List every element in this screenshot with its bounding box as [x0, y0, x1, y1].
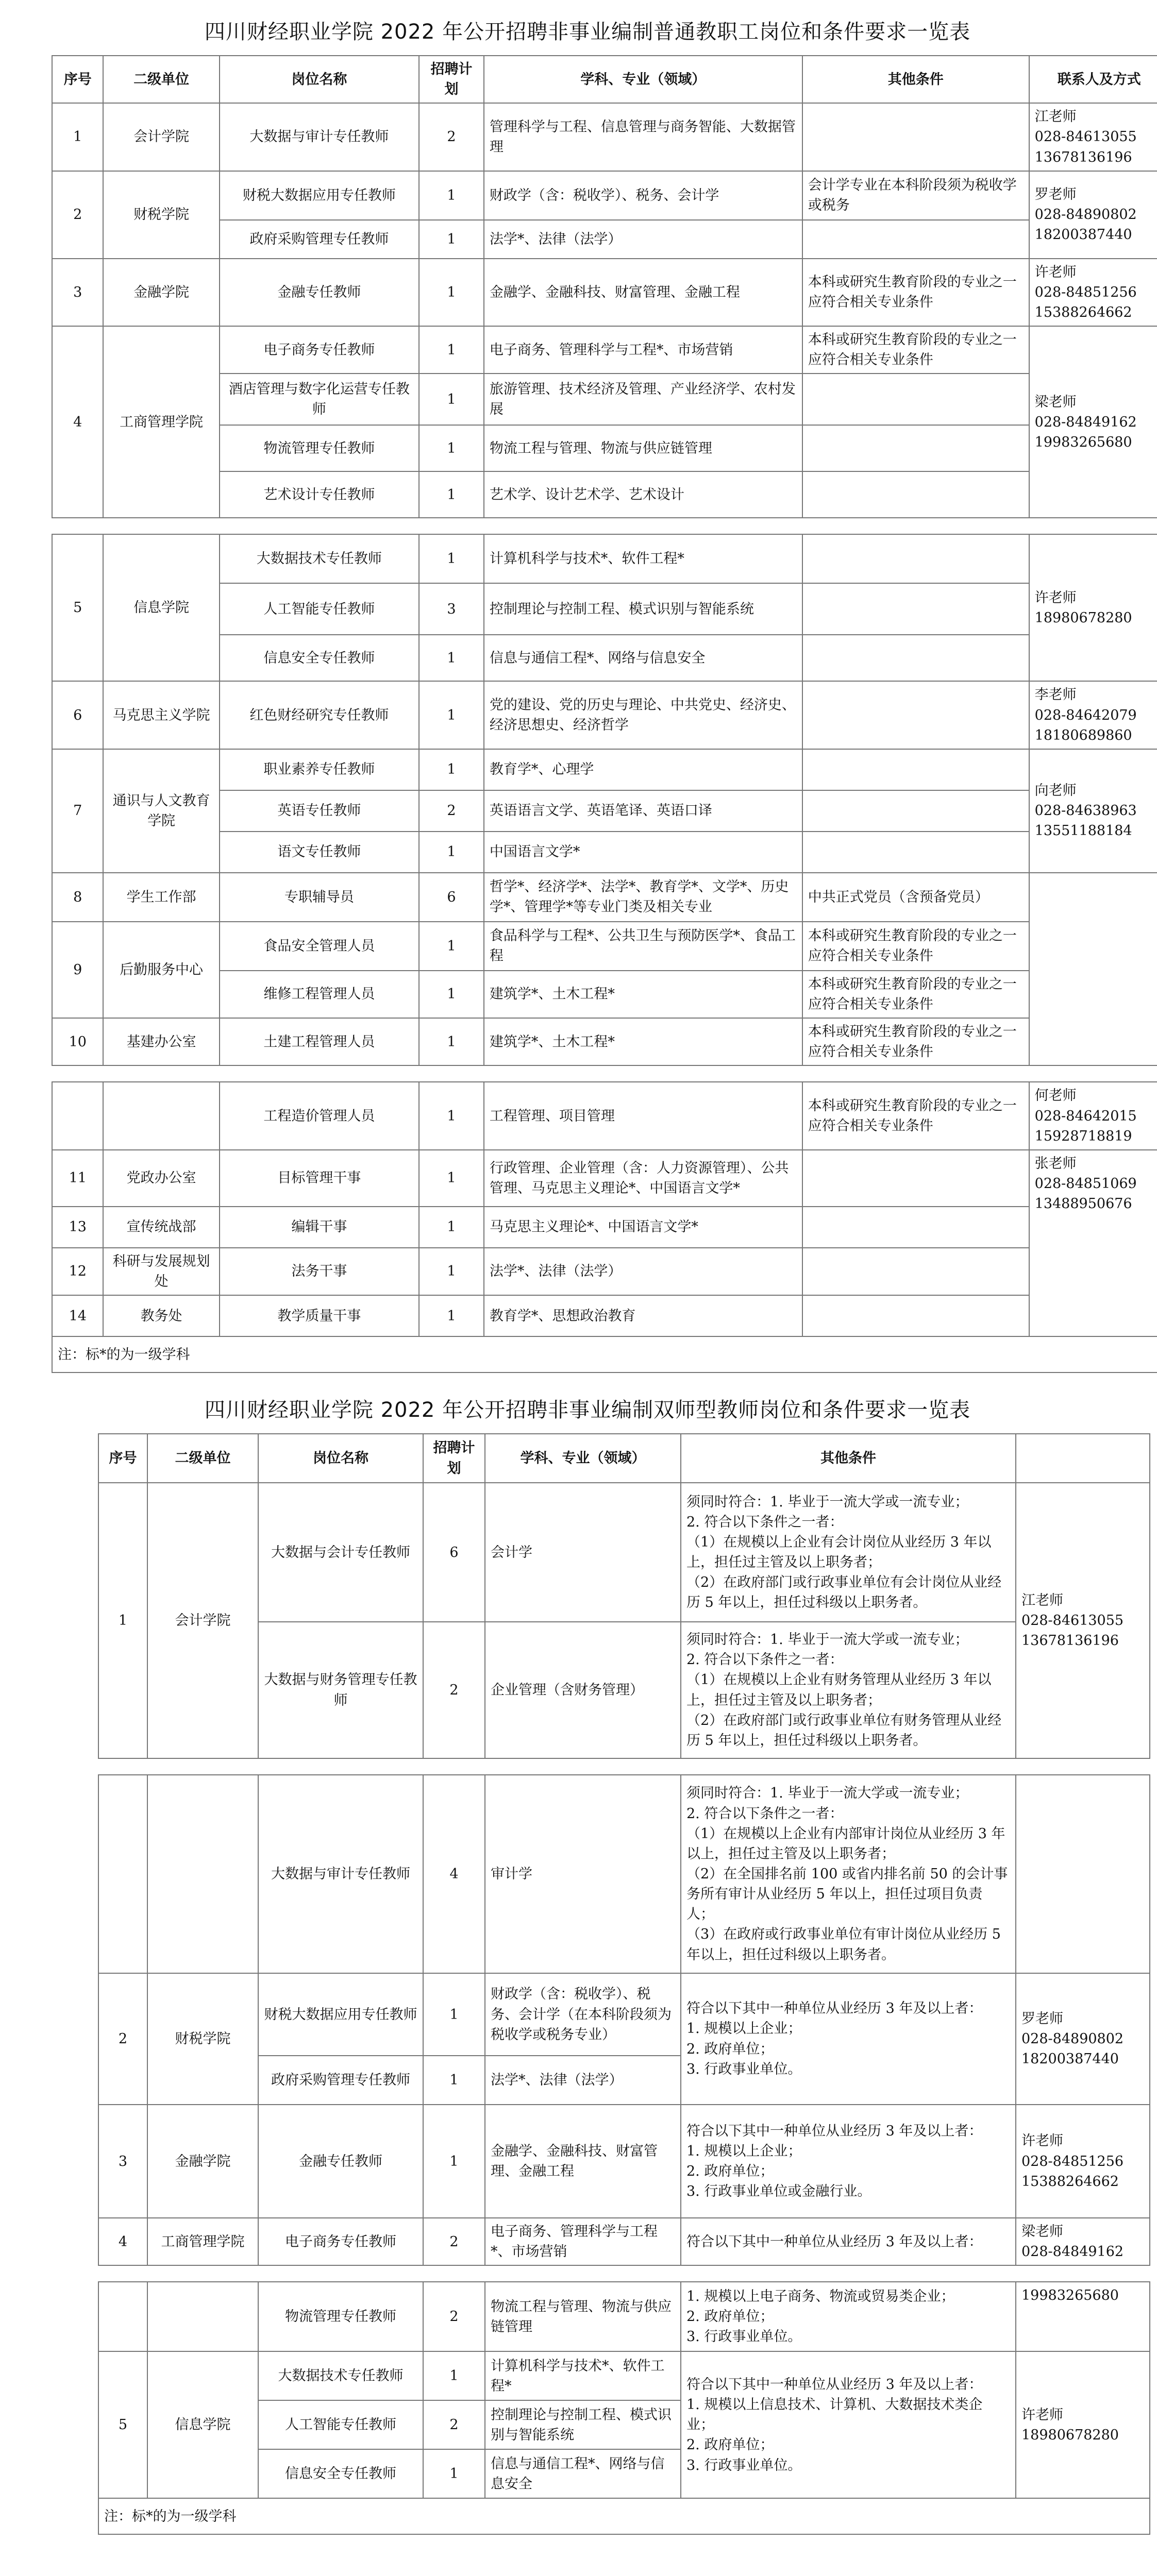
cell-conditions: 须同时符合：1. 毕业于一流大学或一流专业； 2. 符合以下条件之一者： （1）在规模以上企业有会计岗位从业经历 3 年以上，担任过主管及以上职务者； （2）在政府部门或行政事业单位有会计岗位从业经历 5 年以上，担任过科级以上职务者。: [681, 1483, 1016, 1622]
cell-unit: 金融学院: [147, 2105, 258, 2218]
cell-major: 电子商务、管理科学与工程*、市场营销: [484, 326, 802, 374]
cell-no: 9: [52, 922, 103, 1018]
cell-unit: [147, 2282, 258, 2351]
cell-unit: 教务处: [103, 1295, 219, 1336]
cell-major: 计算机科学与技术*、软件工程*: [484, 534, 802, 583]
cell-major: 管理科学与工程、信息管理与商务智能、大数据管理: [484, 103, 802, 171]
cell-position: 大数据与财务管理专任教师: [258, 1622, 423, 1758]
cell-major: 企业管理（含财务管理）: [485, 1622, 681, 1758]
table-row: [52, 1248, 1157, 1295]
cell-plan: 1: [419, 259, 484, 326]
cell-conditions: [802, 749, 1029, 790]
cell-position: 大数据技术专任教师: [220, 534, 420, 583]
cell-major: 控制理论与控制工程、模式识别与智能系统: [485, 2400, 681, 2449]
cell-position: 财税大数据应用专任教师: [258, 1973, 423, 2056]
gap-cell: [98, 2265, 1150, 2282]
cell-major: 教育学*、思想政治教育: [484, 1295, 802, 1336]
cell-contact: 许老师 18980678280: [1016, 2351, 1150, 2498]
table-row: [98, 2218, 1150, 2265]
cell-plan: 4: [423, 1775, 485, 1973]
cell-plan: 2: [423, 1622, 485, 1758]
table-row: [52, 922, 1157, 971]
table-row: [98, 1483, 1150, 1622]
cell-no: 14: [52, 1295, 103, 1336]
cell-contact: 许老师 18980678280: [1029, 534, 1157, 681]
cell-major: 旅游管理、技术经济及管理、产业经济学、农村发展: [484, 374, 802, 425]
header-contact: 联系人及方式: [1029, 56, 1157, 103]
cell-no: [98, 2282, 147, 2351]
cell-position: 物流管理专任教师: [220, 425, 420, 471]
header-plan: 招聘计划: [419, 56, 484, 103]
cell-contact: 何老师 028-84642015 15928718819: [1029, 1082, 1157, 1149]
cell-contact: 许老师 028-84851256 15388264662: [1029, 259, 1157, 326]
header-position: 岗位名称: [258, 1434, 423, 1483]
table-row: [52, 103, 1157, 171]
cell-contact: 19983265680: [1016, 2282, 1150, 2351]
cell-major: 物流工程与管理、物流与供应链管理: [484, 425, 802, 471]
cell-position: 人工智能专任教师: [220, 583, 420, 635]
cell-position: 酒店管理与数字化运营专任教师: [220, 374, 420, 425]
cell-major: 电子商务、管理科学与工程*、市场营销: [485, 2218, 681, 2265]
header-unit: 二级单位: [147, 1434, 258, 1483]
cell-position: 金融专任教师: [258, 2105, 423, 2218]
cell-conditions: [802, 583, 1029, 635]
cell-conditions: 本科或研究生教育阶段的专业之一应符合相关专业条件: [802, 1018, 1029, 1065]
cell-no: 3: [98, 2105, 147, 2218]
table-row: [98, 2105, 1150, 2218]
cell-major: 马克思主义理论*、中国语言文学*: [484, 1207, 802, 1248]
table-gap: [98, 2265, 1150, 2282]
cell-plan: 1: [419, 326, 484, 374]
table-header-row: [52, 56, 1157, 103]
cell-position: 物流管理专任教师: [258, 2282, 423, 2351]
cell-major: 信息与通信工程*、网络与信息安全: [485, 2449, 681, 2498]
cell-unit: 通识与人文教育学院: [103, 749, 219, 873]
gap-cell: [98, 1758, 1150, 1775]
cell-unit: 信息学院: [103, 534, 219, 681]
cell-conditions: [802, 471, 1029, 518]
gap-cell: [52, 1065, 1157, 1082]
cell-contact: 江老师 028-84613055 13678136196: [1029, 103, 1157, 171]
cell-position: 红色财经研究专任教师: [220, 681, 420, 749]
cell-no: 13: [52, 1207, 103, 1248]
cell-contact: 向老师 028-84638963 13551188184: [1029, 749, 1157, 873]
header-no: 序号: [98, 1434, 147, 1483]
cell-position: 目标管理干事: [220, 1150, 420, 1207]
cell-plan: 1: [419, 1248, 484, 1295]
cell-conditions: 须同时符合：1. 毕业于一流大学或一流专业； 2. 符合以下条件之一者： （1）在规模以上企业有内部审计岗位从业经历 3 年以上，担任过主管及以上职务者； （2）在全国排名前 100 或省内排名前 50 的会计事务所有审计从业经历 5 年以上，担任过项目负责人； （3）在政府或行政事业单位有审计岗位从业经历 5 年以上，担任过科级以上职务者。: [681, 1775, 1016, 1973]
cell-unit: 基建办公室: [103, 1018, 219, 1065]
cell-plan: 1: [423, 1973, 485, 2056]
gap-cell: [52, 518, 1157, 534]
cell-major: 哲学*、经济学*、法学*、教育学*、文学*、历史学*、管理学*等专业门类及相关专业: [484, 873, 802, 922]
table-dual-teacher: [98, 1433, 1150, 2535]
cell-position: 语文专任教师: [220, 832, 420, 873]
cell-conditions: 本科或研究生教育阶段的专业之一应符合相关专业条件: [802, 1082, 1029, 1149]
cell-position: 电子商务专任教师: [220, 326, 420, 374]
cell-plan: 1: [419, 1082, 484, 1149]
cell-unit: 会计学院: [103, 103, 219, 171]
cell-position: 编辑干事: [220, 1207, 420, 1248]
cell-position: 人工智能专任教师: [258, 2400, 423, 2449]
cell-plan: 1: [419, 971, 484, 1018]
cell-plan: 1: [419, 749, 484, 790]
cell-unit: [103, 1082, 219, 1149]
cell-no: 2: [98, 1973, 147, 2105]
cell-major: 行政管理、企业管理（含：人力资源管理）、公共管理、马克思主义理论*、中国语言文学*: [484, 1150, 802, 1207]
cell-major: 教育学*、心理学: [484, 749, 802, 790]
cell-contact: 梁老师 028-84849162: [1016, 2218, 1150, 2265]
cell-major: 会计学: [485, 1483, 681, 1622]
cell-unit: 党政办公室: [103, 1150, 219, 1207]
cell-major: 法学*、法律（法学）: [485, 2056, 681, 2105]
cell-conditions: [802, 1207, 1029, 1248]
cell-conditions: 中共正式党员（含预备党员）: [802, 873, 1029, 922]
cell-plan: 6: [423, 1483, 485, 1622]
table-row: [98, 1973, 1150, 2056]
header-position: 岗位名称: [220, 56, 420, 103]
cell-no: 4: [52, 326, 103, 518]
table-row: [98, 2351, 1150, 2400]
cell-major: 金融学、金融科技、财富管理、金融工程: [484, 259, 802, 326]
cell-plan: 2: [423, 2282, 485, 2351]
table2-title: 四川财经职业学院 2022 年公开招聘非事业编制双师型教师岗位和条件要求一览表: [204, 1398, 971, 1422]
cell-unit: 学生工作部: [103, 873, 219, 922]
cell-major: 控制理论与控制工程、模式识别与智能系统: [484, 583, 802, 635]
cell-unit: 财税学院: [103, 171, 219, 259]
cell-major: 建筑学*、土木工程*: [484, 1018, 802, 1065]
cell-plan: 1: [419, 832, 484, 873]
cell-no: [52, 1082, 103, 1149]
cell-position: 电子商务专任教师: [258, 2218, 423, 2265]
cell-position: 金融专任教师: [220, 259, 420, 326]
cell-contact: 江老师 028-84613055 13678136196: [1016, 1483, 1150, 1758]
header-plan: 招聘计划: [423, 1434, 485, 1483]
cell-plan: 1: [419, 635, 484, 681]
cell-position: 食品安全管理人员: [220, 922, 420, 971]
cell-position: 专职辅导员: [220, 873, 420, 922]
cell-conditions: 符合以下其中一种单位从业经历 3 年及以上者：: [681, 2218, 1016, 2265]
cell-no: 8: [52, 873, 103, 922]
document-page: [36, 15, 1141, 2535]
cell-conditions: [802, 635, 1029, 681]
cell-plan: 1: [423, 2105, 485, 2218]
cell-conditions: 本科或研究生教育阶段的专业之一应符合相关专业条件: [802, 326, 1029, 374]
header-contact: [1016, 1434, 1150, 1483]
cell-conditions: [802, 681, 1029, 749]
cell-position: 法务干事: [220, 1248, 420, 1295]
cell-unit: [147, 1775, 258, 1973]
cell-contact: 罗老师 028-84890802 18200387440: [1029, 171, 1157, 259]
cell-conditions: [802, 1150, 1029, 1207]
cell-plan: 1: [419, 1018, 484, 1065]
cell-position: 大数据与审计专任教师: [258, 1775, 423, 1973]
cell-no: 12: [52, 1248, 103, 1295]
cell-conditions: 本科或研究生教育阶段的专业之一应符合相关专业条件: [802, 259, 1029, 326]
cell-conditions: 1. 规模以上电子商务、物流或贸易类企业； 2. 政府单位； 3. 行政事业单位。: [681, 2282, 1016, 2351]
cell-no: 3: [52, 259, 103, 326]
cell-position: 大数据与审计专任教师: [220, 103, 420, 171]
table-row: [52, 1295, 1157, 1336]
cell-plan: 1: [419, 220, 484, 259]
cell-contact: 张老师 028-84851069 13488950676: [1029, 1150, 1157, 1336]
table-row: [52, 1018, 1157, 1065]
cell-major: 建筑学*、土木工程*: [484, 971, 802, 1018]
table-row: [52, 1150, 1157, 1207]
cell-plan: 1: [419, 374, 484, 425]
cell-major: 信息与通信工程*、网络与信息安全: [484, 635, 802, 681]
cell-position: 艺术设计专任教师: [220, 471, 420, 518]
cell-unit: 科研与发展规划处: [103, 1248, 219, 1295]
cell-conditions: [802, 790, 1029, 832]
cell-contact: [1016, 1775, 1150, 1973]
cell-plan: 1: [419, 922, 484, 971]
cell-major: 工程管理、项目管理: [484, 1082, 802, 1149]
cell-plan: 1: [419, 1295, 484, 1336]
cell-plan: 1: [423, 2056, 485, 2105]
table-row: [52, 681, 1157, 749]
cell-plan: 6: [419, 873, 484, 922]
header-conditions: 其他条件: [802, 56, 1029, 103]
cell-contact: 梁老师 028-84849162 19983265680: [1029, 326, 1157, 518]
cell-major: 财政学（含：税收学）、税务、会计学: [484, 171, 802, 220]
table-row: [52, 749, 1157, 790]
cell-conditions: 符合以下其中一种单位从业经历 3 年及以上者： 1. 规模以上企业； 2. 政府单位； 3. 行政事业单位或金融行业。: [681, 2105, 1016, 2218]
cell-conditions: [802, 103, 1029, 171]
table-row: [52, 326, 1157, 374]
cell-position: 政府采购管理专任教师: [258, 2056, 423, 2105]
cell-plan: 2: [419, 790, 484, 832]
cell-conditions: 符合以下其中一种单位从业经历 3 年及以上者： 1. 规模以上企业； 2. 政府单位； 3. 行政事业单位。: [681, 1973, 1016, 2105]
cell-conditions: 会计学专业在本科阶段须为税收学或税务: [802, 171, 1029, 220]
cell-position: 信息安全专任教师: [258, 2449, 423, 2498]
cell-unit: 马克思主义学院: [103, 681, 219, 749]
cell-no: 7: [52, 749, 103, 873]
cell-conditions: [802, 534, 1029, 583]
header-no: 序号: [52, 56, 103, 103]
cell-plan: 2: [423, 2218, 485, 2265]
table-row: [52, 1336, 1157, 1372]
cell-conditions: [802, 220, 1029, 259]
cell-no: 6: [52, 681, 103, 749]
cell-no: 10: [52, 1018, 103, 1065]
cell-position: 土建工程管理人员: [220, 1018, 420, 1065]
table-row: [98, 1775, 1150, 1973]
cell-no: 5: [52, 534, 103, 681]
cell-major: 金融学、金融科技、财富管理、金融工程: [485, 2105, 681, 2218]
cell-major: 食品科学与工程*、公共卫生与预防医学*、食品工程: [484, 922, 802, 971]
cell-position: 教学质量干事: [220, 1295, 420, 1336]
cell-conditions: 符合以下其中一种单位从业经历 3 年及以上者： 1. 规模以上信息技术、计算机、大数据技术类企业； 2. 政府单位； 3. 行政事业单位。: [681, 2351, 1016, 2498]
cell-plan: 1: [419, 171, 484, 220]
cell-conditions: [802, 374, 1029, 425]
cell-plan: 3: [419, 583, 484, 635]
cell-major: 艺术学、设计艺术学、艺术设计: [484, 471, 802, 518]
cell-conditions: 本科或研究生教育阶段的专业之一应符合相关专业条件: [802, 922, 1029, 971]
header-major: 学科、专业（领域）: [484, 56, 802, 103]
table-row: [98, 2498, 1150, 2534]
header-unit: 二级单位: [103, 56, 219, 103]
cell-unit: 金融学院: [103, 259, 219, 326]
table-row: [52, 171, 1157, 220]
cell-no: 5: [98, 2351, 147, 2498]
header-conditions: 其他条件: [681, 1434, 1016, 1483]
cell-plan: 1: [419, 425, 484, 471]
cell-conditions: [802, 1248, 1029, 1295]
cell-unit: 后勤服务中心: [103, 922, 219, 1018]
cell-major: 党的建设、党的历史与理论、中共党史、经济史、经济思想史、经济哲学: [484, 681, 802, 749]
table-row: [52, 1207, 1157, 1248]
cell-plan: 1: [419, 534, 484, 583]
cell-plan: 1: [423, 2449, 485, 2498]
table-gap: [52, 1065, 1157, 1082]
table-row: [52, 534, 1157, 583]
cell-position: 大数据与会计专任教师: [258, 1483, 423, 1622]
cell-position: 政府采购管理专任教师: [220, 220, 420, 259]
table-gap: [52, 518, 1157, 534]
cell-no: 1: [52, 103, 103, 171]
cell-major: 中国语言文学*: [484, 832, 802, 873]
cell-position: 职业素养专任教师: [220, 749, 420, 790]
cell-major: 审计学: [485, 1775, 681, 1973]
cell-unit: 工商管理学院: [103, 326, 219, 518]
cell-position: 英语专任教师: [220, 790, 420, 832]
cell-position: 工程造价管理人员: [220, 1082, 420, 1149]
table-ordinary-staff: [52, 55, 1157, 1373]
cell-conditions: 本科或研究生教育阶段的专业之一应符合相关专业条件: [802, 971, 1029, 1018]
cell-plan: 1: [419, 1150, 484, 1207]
cell-no: 4: [98, 2218, 147, 2265]
cell-major: 物流工程与管理、物流与供应链管理: [485, 2282, 681, 2351]
cell-no: 1: [98, 1483, 147, 1758]
cell-position: 大数据技术专任教师: [258, 2351, 423, 2400]
header-major: 学科、专业（领域）: [485, 1434, 681, 1483]
table-row: [98, 2282, 1150, 2351]
table-row: [52, 1082, 1157, 1149]
cell-no: 2: [52, 171, 103, 259]
cell-contact: [1029, 873, 1157, 1066]
cell-major: 法学*、法律（法学）: [484, 1248, 802, 1295]
cell-plan: 1: [419, 1207, 484, 1248]
cell-unit: 宣传统战部: [103, 1207, 219, 1248]
cell-conditions: [802, 832, 1029, 873]
table-row: [52, 873, 1157, 922]
cell-plan: 1: [419, 471, 484, 518]
cell-conditions: [802, 1295, 1029, 1336]
cell-unit: 工商管理学院: [147, 2218, 258, 2265]
table-gap: [98, 1758, 1150, 1775]
cell-contact: 许老师 028-84851256 15388264662: [1016, 2105, 1150, 2218]
cell-conditions: 须同时符合：1. 毕业于一流大学或一流专业； 2. 符合以下条件之一者： （1）在规模以上企业有财务管理从业经历 3 年以上，担任过主管及以上职务者； （2）在政府部门或行政事业单位有财务管理从业经历 5 年以上，担任过科级以上职务者。: [681, 1622, 1016, 1758]
cell-plan: 1: [423, 2351, 485, 2400]
cell-no: 11: [52, 1150, 103, 1207]
cell-plan: 1: [419, 681, 484, 749]
table-header-row: [98, 1434, 1150, 1483]
cell-major: 法学*、法律（法学）: [484, 220, 802, 259]
table2-note: 注：标*的为一级学科: [98, 2498, 1150, 2534]
cell-position: 维修工程管理人员: [220, 971, 420, 1018]
cell-contact: 罗老师 028-84890802 18200387440: [1016, 1973, 1150, 2105]
cell-plan: 2: [419, 103, 484, 171]
table1-note: 注：标*的为一级学科: [52, 1336, 1157, 1372]
table1-title: 四川财经职业学院 2022 年公开招聘非事业编制普通教职工岗位和条件要求一览表: [204, 20, 971, 44]
cell-plan: 2: [423, 2400, 485, 2449]
cell-conditions: [802, 425, 1029, 471]
cell-contact: 李老师 028-84642079 18180689860: [1029, 681, 1157, 749]
cell-position: 信息安全专任教师: [220, 635, 420, 681]
cell-no: [98, 1775, 147, 1973]
cell-major: 英语语言文学、英语笔译、英语口译: [484, 790, 802, 832]
cell-major: 财政学（含：税收学）、税务、会计学（在本科阶段须为税收学或税务专业）: [485, 1973, 681, 2056]
cell-unit: 信息学院: [147, 2351, 258, 2498]
cell-unit: 会计学院: [147, 1483, 258, 1758]
cell-major: 计算机科学与技术*、软件工程*: [485, 2351, 681, 2400]
cell-position: 财税大数据应用专任教师: [220, 171, 420, 220]
table-row: [52, 259, 1157, 326]
cell-unit: 财税学院: [147, 1973, 258, 2105]
